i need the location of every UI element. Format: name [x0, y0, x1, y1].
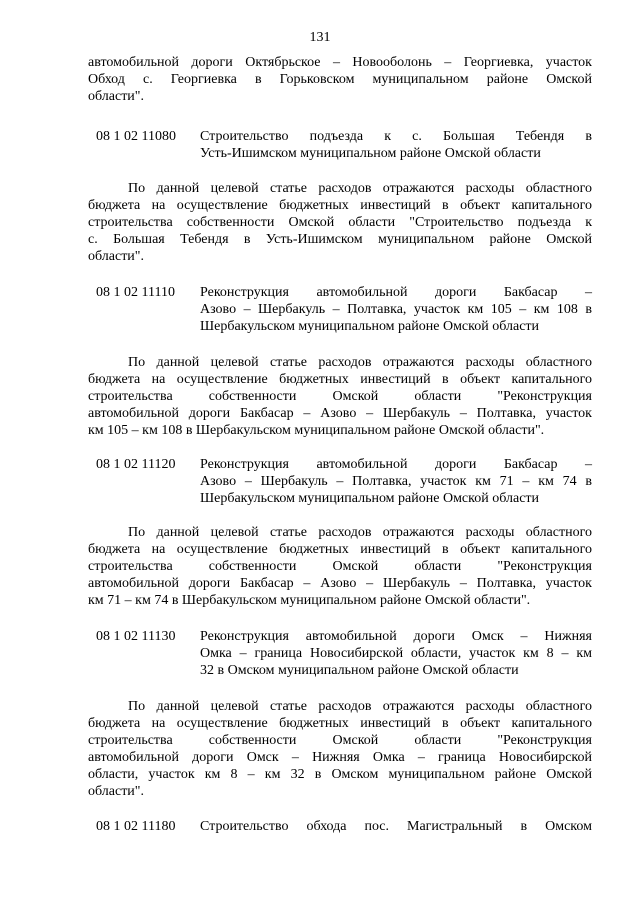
- text-line: бюджета на осуществление бюджетных инвестиций в объект капитального: [88, 542, 592, 557]
- entry-description: [88, 180, 592, 265]
- text-line: области".: [88, 784, 145, 799]
- entry-title: [200, 628, 592, 679]
- entry-title: [200, 128, 592, 162]
- entry-code: 08 1 02 11080: [96, 129, 176, 144]
- text-line: Строительство обхода пос. Магистральный в Омском: [200, 819, 592, 834]
- text-line: Шербакульском муниципальном районе Омской области: [200, 491, 540, 506]
- entry-description: [88, 524, 592, 609]
- text-line: строительства собственности Омской области "Реконструкция: [88, 389, 592, 404]
- entry-code: 08 1 02 11120: [96, 457, 176, 472]
- text-line: автомобильной дороги Бакбасар – Азово – Шербакуль – Полтавка, участок: [88, 406, 592, 421]
- text-line: По данной целевой статье расходов отражаются расходы областного: [128, 699, 592, 714]
- text-line: Обход с. Георгиевка в Горьковском муниципальном районе Омской: [88, 72, 592, 87]
- entry-description: [88, 354, 592, 439]
- text-line: Реконструкция автомобильной дороги Омск – Нижняя: [200, 629, 592, 644]
- text-line: Шербакульском муниципальном районе Омской области: [200, 319, 540, 334]
- text-line: Азово – Шербакуль – Полтавка, участок км 105 – км 108 в: [200, 302, 592, 317]
- text-line: бюджета на осуществление бюджетных инвестиций в объект капитального: [88, 198, 592, 213]
- entry-code: 08 1 02 11110: [96, 285, 175, 300]
- text-line: км 71 – км 74 в Шербакульском муниципальном районе Омской области".: [88, 593, 531, 608]
- entry-title: [200, 818, 592, 835]
- text-line: автомобильной дороги Омск – Нижняя Омка – граница Новосибирской: [88, 750, 592, 765]
- text-line: Омка – граница Новосибирской области, участок км 8 – км: [200, 646, 592, 661]
- page-number: 131: [309, 30, 331, 45]
- intro-paragraph: [88, 54, 592, 105]
- text-line: По данной целевой статье расходов отражаются расходы областного: [128, 355, 592, 370]
- text-line: Азово – Шербакуль – Полтавка, участок км 71 – км 74 в: [200, 474, 592, 489]
- text-line: строительства собственности Омской области "Реконструкция: [88, 733, 592, 748]
- text-line: строительства собственности Омской области "Строительство подъезда к: [88, 215, 592, 230]
- text-line: Строительство подъезда к с. Большая Тебендя в: [200, 129, 592, 144]
- text-line: Реконструкция автомобильной дороги Бакбасар –: [200, 457, 592, 472]
- text-line: бюджета на осуществление бюджетных инвестиций в объект капитального: [88, 372, 592, 387]
- text-line: автомобильной дороги Бакбасар – Азово – Шербакуль – Полтавка, участок: [88, 576, 592, 591]
- text-line: области".: [88, 89, 145, 104]
- text-line: Реконструкция автомобильной дороги Бакбасар –: [200, 285, 592, 300]
- text-line: бюджета на осуществление бюджетных инвестиций в объект капитального: [88, 716, 592, 731]
- text-line: 32 в Омском муниципальном районе Омской области: [200, 663, 519, 678]
- text-line: области, участок км 8 – км 32 в Омском муниципальном районе Омской: [88, 767, 592, 782]
- text-line: с. Большая Тебендя в Усть-Ишимском муниципальном районе Омской: [88, 232, 592, 247]
- entry-code: 08 1 02 11130: [96, 629, 176, 644]
- entry-code: 08 1 02 11180: [96, 819, 176, 834]
- text-line: области".: [88, 249, 145, 264]
- entry-description: [88, 698, 592, 800]
- text-line: автомобильной дороги Октябрьское – Новооболонь – Георгиевка, участок: [88, 55, 592, 70]
- text-line: км 105 – км 108 в Шербакульском муниципальном районе Омской области".: [88, 423, 545, 438]
- text-line: Усть-Ишимском муниципальном районе Омской области: [200, 146, 541, 161]
- text-line: строительства собственности Омской области "Реконструкция: [88, 559, 592, 574]
- text-line: По данной целевой статье расходов отражаются расходы областного: [128, 525, 592, 540]
- entry-title: [200, 456, 592, 507]
- entry-title: [200, 284, 592, 335]
- text-line: По данной целевой статье расходов отражаются расходы областного: [128, 181, 592, 196]
